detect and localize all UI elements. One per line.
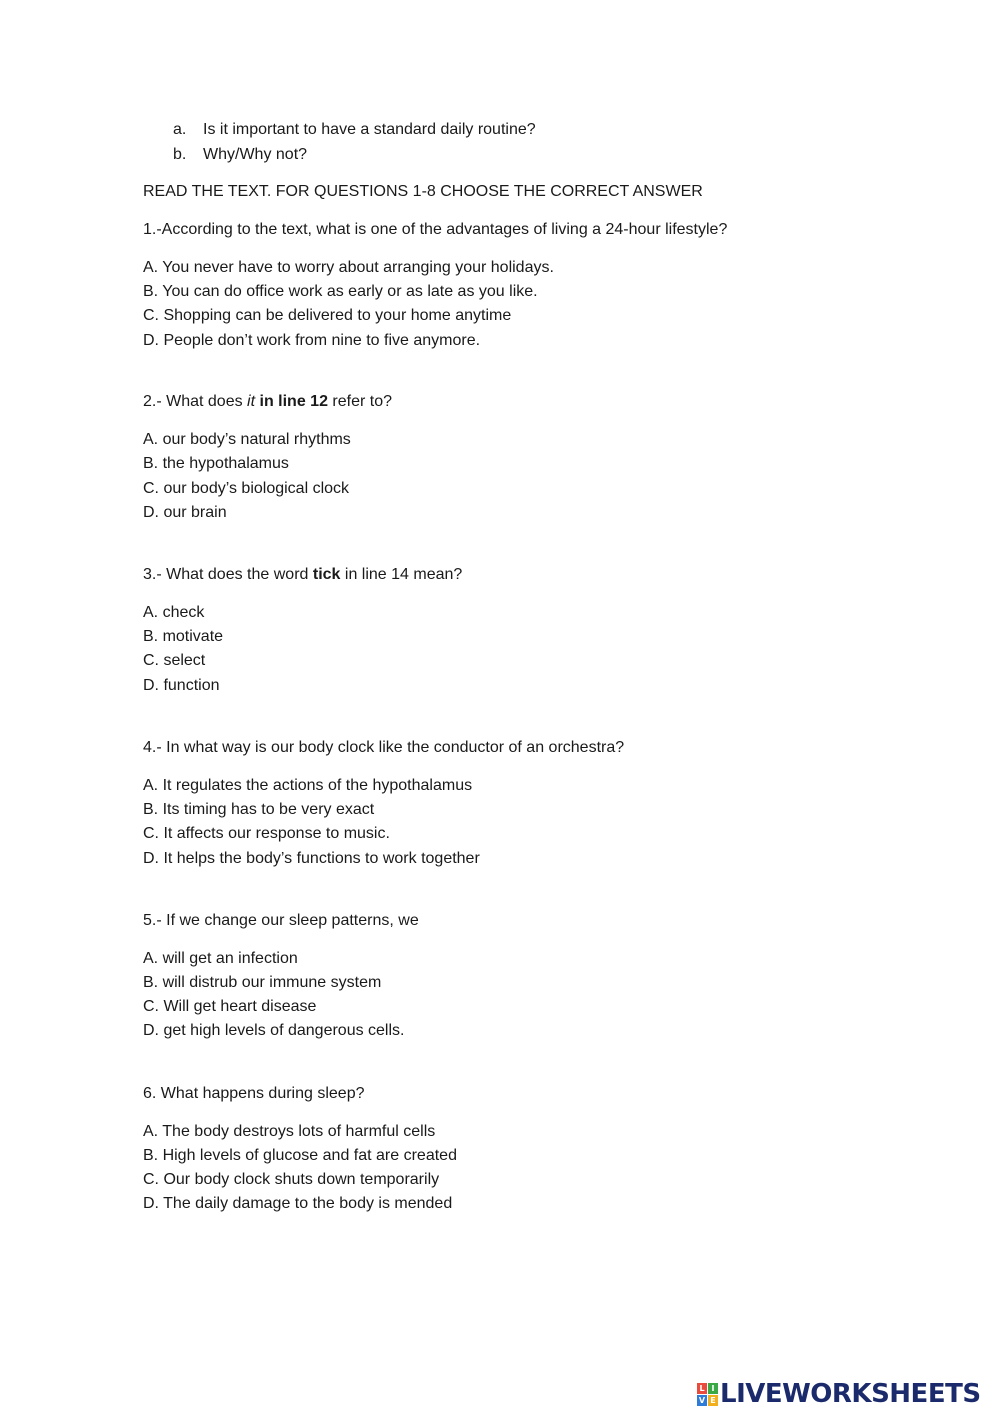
logo-mark-icon — [697, 1383, 718, 1406]
option-3a: A. check — [143, 604, 205, 621]
intro-item-b: Why/Why not? — [203, 146, 308, 163]
logo-mark-i: I — [708, 1383, 718, 1394]
logo-mark-v: V — [698, 1395, 706, 1405]
option-1c: C. Shopping can be delivered to your home anytime — [143, 307, 512, 324]
option-5d: D. get high levels of dangerous cells. — [143, 1022, 405, 1039]
option-2d: D. our brain — [143, 504, 227, 521]
question-5: 5.- If we change our sleep patterns, we — [143, 912, 419, 929]
question-3-text-a: 3.- What does the word — [143, 566, 313, 583]
question-2-text-d: refer to? — [327, 393, 392, 410]
liveworksheets-logo — [697, 1378, 981, 1410]
intro-item-a: Is it important to have a standard daily routine? — [203, 121, 536, 138]
option-4b: B. Its timing has to be very exact — [143, 801, 375, 818]
question-2-text-b: it — [247, 393, 256, 410]
option-6c: C. Our body clock shuts down temporarily — [143, 1171, 440, 1188]
option-3d: D. function — [143, 677, 220, 694]
question-1: 1.-According to the text, what is one of the advantages of living a 24-hour lifestyle? — [143, 221, 728, 238]
logo-mark-e: E — [708, 1395, 718, 1406]
option-3c: C. select — [143, 652, 206, 669]
option-4c: C. It affects our response to music. — [143, 825, 390, 842]
question-2 — [143, 392, 392, 412]
question-2-text-c: in line 12 — [255, 393, 328, 410]
question-3 — [143, 565, 462, 585]
option-6b: B. High levels of glucose and fat are created — [143, 1147, 457, 1164]
question-6: 6. What happens during sleep? — [143, 1085, 365, 1102]
option-3b: B. motivate — [143, 628, 224, 645]
option-1a: A. You never have to worry about arranging your holidays. — [143, 259, 554, 276]
intro-letter-a: a. — [173, 121, 187, 138]
question-4: 4.- In what way is our body clock like the conductor of an orchestra? — [143, 739, 625, 756]
question-2-text-a: 2.- What does — [143, 393, 248, 410]
option-2c: C. our body’s biological clock — [143, 480, 350, 497]
option-2b: B. the hypothalamus — [143, 455, 289, 472]
question-3-text-c: in line 14 mean? — [340, 566, 463, 583]
option-5c: C. Will get heart disease — [143, 998, 317, 1015]
option-5b: B. will distrub our immune system — [143, 974, 382, 991]
question-3-text-b: tick — [312, 566, 341, 583]
option-1b: B. You can do office work as early or as late as you like. — [143, 283, 538, 300]
logo-text: LIVEWORKSHEETS — [720, 1379, 981, 1409]
option-6d: D. The daily damage to the body is mended — [143, 1195, 453, 1212]
option-5a: A. will get an infection — [143, 950, 298, 967]
logo-mark-l: L — [697, 1383, 707, 1394]
option-2a: A. our body’s natural rhythms — [143, 431, 351, 448]
instruction: READ THE TEXT. FOR QUESTIONS 1-8 CHOOSE THE CORRECT ANSWER — [143, 183, 703, 200]
option-6a: A. The body destroys lots of harmful cells — [143, 1123, 436, 1140]
option-4a: A. It regulates the actions of the hypothalamus — [143, 777, 473, 794]
option-1d: D. People don’t work from nine to five anymore. — [143, 332, 481, 349]
intro-letter-b: b. — [173, 146, 187, 163]
option-4d: D. It helps the body’s functions to work together — [143, 850, 480, 867]
